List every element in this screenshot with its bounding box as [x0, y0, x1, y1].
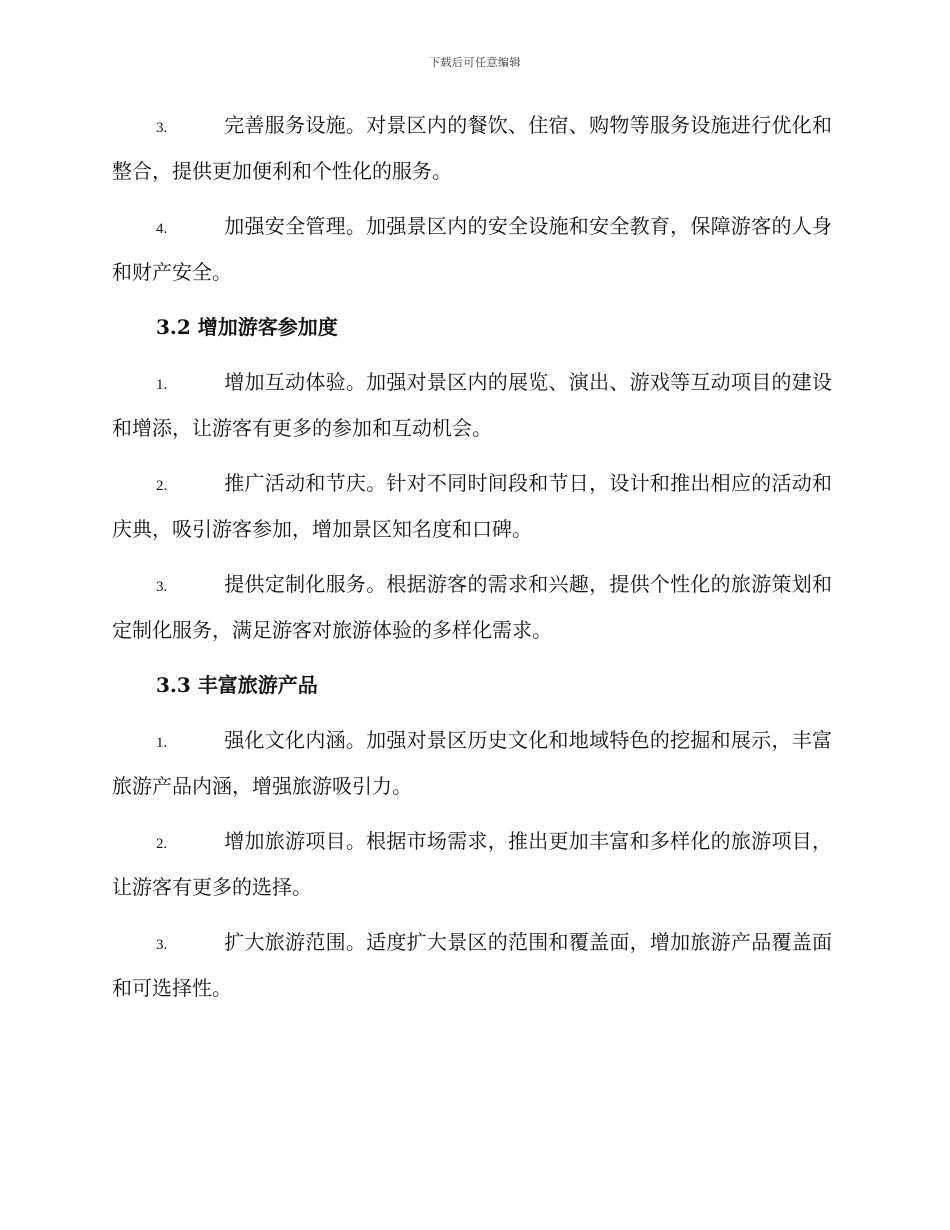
list-item: [112, 462, 832, 551]
list-item-number: 2.: [156, 478, 168, 494]
list-item: [112, 361, 832, 450]
list-item-number: 1.: [156, 735, 168, 751]
list-item-text: 增加旅游项目。根据市场需求，推出更加丰富和多样化的旅游项目，让游客有更多的选择。: [112, 829, 832, 899]
list-item-text: 强化文化内涵。加强对景区历史文化和地域特色的挖掘和展示，丰富旅游产品内涵，增强旅游吸引力。: [112, 728, 832, 798]
section-heading: 3.2 增加游客参加度: [156, 315, 338, 339]
list-item-text: 增加互动体验。加强对景区内的展览、演出、游戏等互动项目的建设和增添，让游客有更多的参加和互动机会。: [112, 370, 832, 440]
list-item: [112, 104, 832, 193]
list-item-text: 推广活动和节庆。针对不同时间段和节日，设计和推出相应的活动和庆典，吸引游客参加，增加景区知名度和口碑。: [112, 471, 832, 541]
list-item-number: 3.: [156, 579, 168, 595]
list-item-text: 扩大旅游范围。适度扩大景区的范围和覆盖面，增加旅游产品覆盖面和可选择性。: [112, 930, 832, 1000]
list-item: [112, 820, 832, 909]
list-item: [112, 205, 832, 294]
list-item: [112, 921, 832, 1010]
list-item-number: 4.: [156, 221, 168, 237]
list-item-text: 提供定制化服务。根据游客的需求和兴趣，提供个性化的旅游策划和定制化服务，满足游客对旅游体验的多样化需求。: [112, 572, 832, 642]
list-item-number: 3.: [156, 120, 168, 136]
page-header: 下载后可任意编辑: [429, 56, 521, 69]
list-item-number: 2.: [156, 836, 168, 852]
list-item: [112, 719, 832, 808]
list-item-number: 1.: [156, 377, 168, 393]
list-item-text: 完善服务设施。对景区内的餐饮、住宿、购物等服务设施进行优化和整合，提供更加便利和个性化的服务。: [112, 113, 832, 183]
section-heading: 3.3 丰富旅游产品: [156, 673, 318, 697]
list-item-text: 加强安全管理。加强景区内的安全设施和安全教育，保障游客的人身和财产安全。: [112, 214, 832, 284]
list-item: [112, 563, 832, 652]
list-item-number: 3.: [156, 937, 168, 953]
document-body: [112, 104, 832, 1022]
